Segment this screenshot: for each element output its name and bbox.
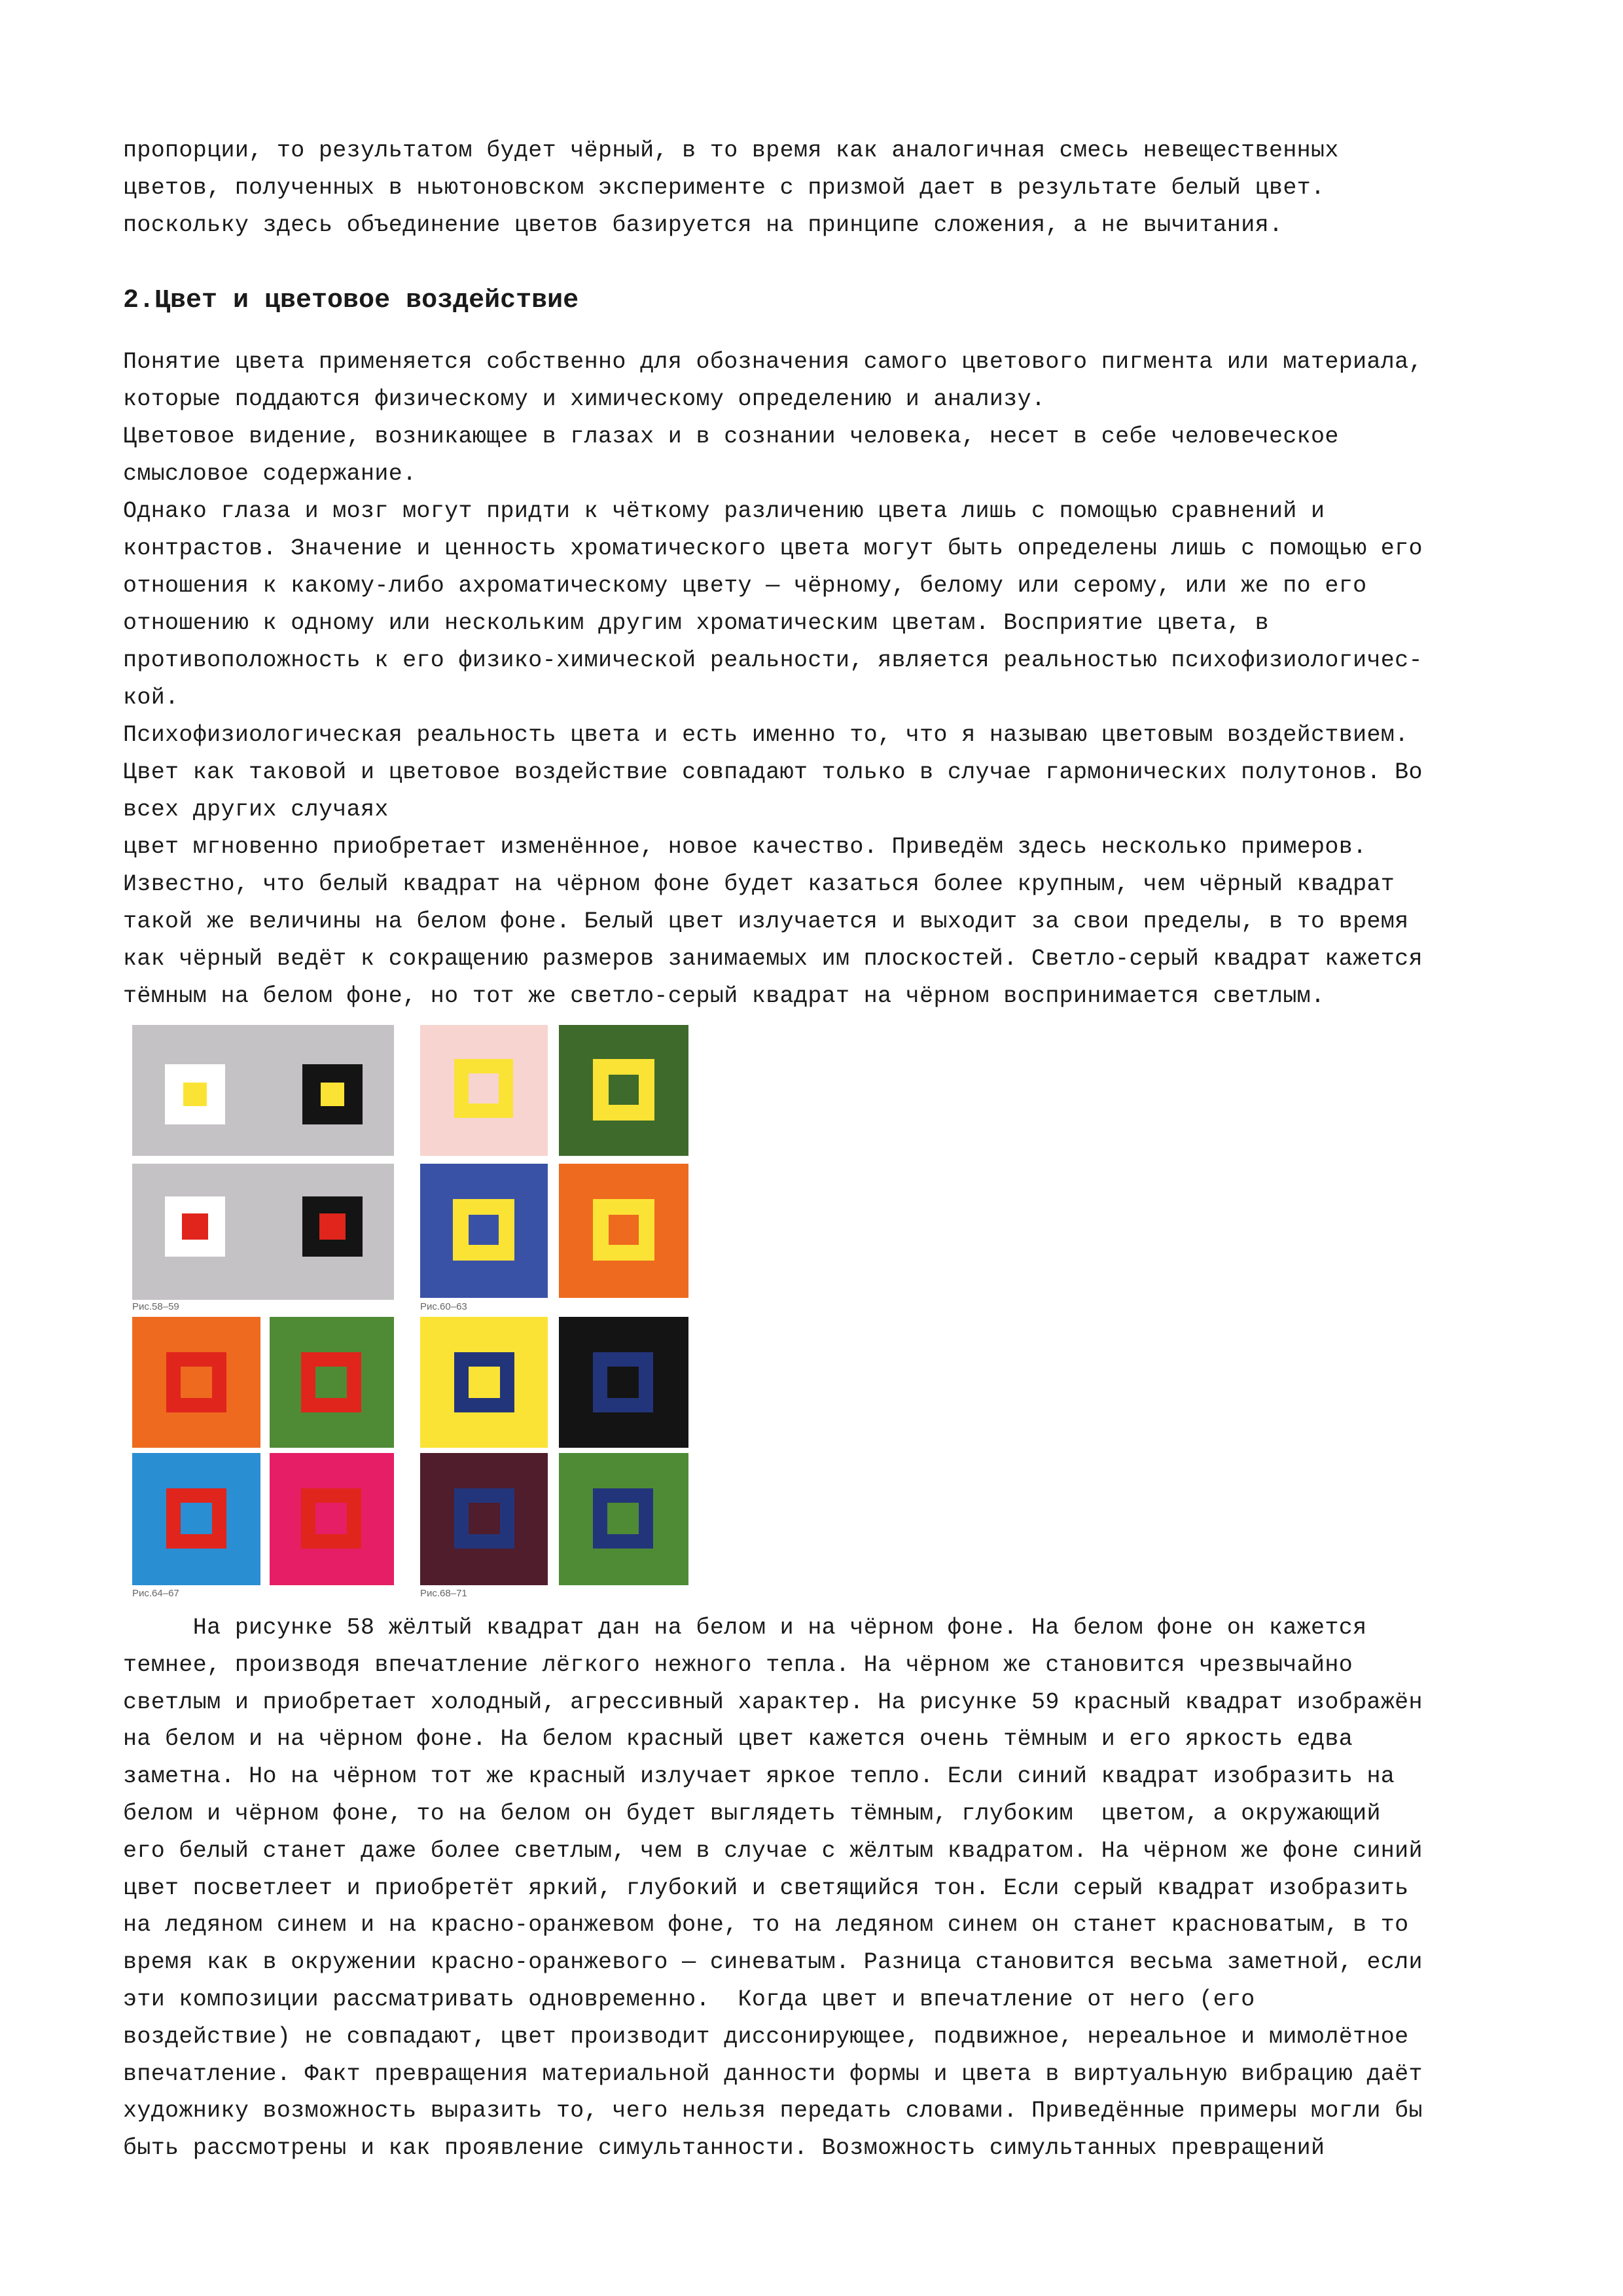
navy-frame: [593, 1352, 653, 1412]
yellow-frame: [593, 1199, 654, 1261]
orange-square: [132, 1317, 260, 1448]
text-line: воздействие) не совпадают, цвет производит диссонирующее, подвижное, нереальное и мимолётное: [123, 2023, 1409, 2050]
yellow-frame: [454, 1059, 513, 1118]
text-line: цветов, полученных в ньютоновском эксперименте с призмой дает в результате белый цвет.: [123, 175, 1325, 201]
text-line: контрастов. Значение и ценность хроматического цвета могут быть определены лишь с помощью его: [123, 535, 1423, 562]
text-line: на ледяном синем и на красно-оранжевом фоне, то на ледяном синем он станет красноватым, в то: [123, 1912, 1409, 1939]
text-line: которые поддаются физическому и химическому определению и анализу.: [123, 386, 1046, 412]
text-line: белом и чёрном фоне, то на белом он будет выглядеть тёмным, глубоким цветом, а окружающий: [123, 1801, 1381, 1827]
red-frame: [301, 1352, 361, 1412]
pink-center: [469, 1073, 499, 1103]
red-frame: [301, 1488, 361, 1549]
green-center: [607, 1503, 639, 1534]
darkgreen-center: [609, 1075, 639, 1105]
navy-frame: [593, 1488, 653, 1549]
text-line: Психофизиологическая реальность цвета и есть именно то, что я называю цветовым воздействием.: [123, 722, 1409, 748]
skyblue-center: [181, 1503, 212, 1534]
green-center: [315, 1367, 347, 1398]
text-line: на белом и на чёрном фоне. На белом красный цвет кажется очень тёмным и его яркость едва: [123, 1726, 1353, 1753]
figure-panel-60-63: [420, 1025, 688, 1300]
text-line: Понятие цвета применяется собственно для обозначения самого цветового пигмента или материала,: [123, 349, 1423, 375]
red-frame: [166, 1488, 226, 1549]
text-line: заметна. Но на чёрном тот же красный излучает яркое тепло. Если синий квадрат изобразить на: [123, 1763, 1395, 1790]
yellow-inner-square: [321, 1083, 344, 1106]
maroon-center: [469, 1503, 500, 1534]
text-line: Цветовое видение, возникающее в глазах и в сознании человека, несет в себе человеческое: [123, 423, 1339, 450]
figure-panel-68-71: [420, 1317, 688, 1585]
pink-square: [420, 1025, 548, 1156]
figure-caption: Рис.68–71: [420, 1588, 467, 1599]
text-line: эти композиции рассматривать одновременно. Когда цвет и впечатление от него (его: [123, 1986, 1255, 2013]
yellow-frame: [453, 1199, 514, 1261]
text-line: цвет мгновенно приобретает изменённое, новое качество. Приведём здесь несколько примеров.: [123, 834, 1367, 860]
black-square: [302, 1196, 363, 1257]
yellow-frame: [593, 1059, 654, 1121]
yellow-square: [420, 1317, 548, 1448]
text-line: впечатление. Факт превращения материальной данности формы и цвета в виртуальную вибрацию даёт: [123, 2060, 1423, 2087]
text-line: кой.: [123, 685, 179, 711]
blue-square: [420, 1164, 548, 1298]
text-line: смысловое содержание.: [123, 461, 417, 487]
navy-frame: [454, 1352, 514, 1412]
section-heading: 2.Цвет и цветовое воздействие: [123, 286, 579, 315]
figure-caption: Рис.64–67: [132, 1588, 179, 1599]
orange-square: [559, 1164, 688, 1298]
black-center: [607, 1367, 639, 1398]
text-line: такой же величины на белом фоне. Белый цвет излучается и выходит за свои пределы, в то время: [123, 908, 1409, 935]
text-line: всех других случаях: [123, 797, 389, 823]
yellow-inner-square: [183, 1083, 207, 1106]
text-line: Цвет как таковой и цветовое воздействие совпадают только в случае гармонических полутонов. Во: [123, 759, 1423, 785]
text-line: Известно, что белый квадрат на чёрном фоне будет казаться более крупным, чем чёрный квадрат: [123, 871, 1395, 897]
text-line: тёмным на белом фоне, но тот же светло-серый квадрат на чёрном воспринимается светлым.: [123, 983, 1325, 1009]
white-square: [165, 1064, 225, 1124]
red-inner-square: [319, 1213, 346, 1240]
magenta-square: [270, 1453, 394, 1585]
blue-center: [469, 1215, 499, 1245]
darkgreen-square: [559, 1025, 688, 1156]
text-line: время как в окружении красно-оранжевого — синеватым. Разница становится весьма заметной, если: [123, 1949, 1423, 1976]
text-line: На рисунке 58 жёлтый квадрат дан на белом и на чёрном фоне. На белом фоне он кажется: [123, 1615, 1367, 1641]
color-figure: [132, 1025, 688, 1601]
black-square: [302, 1064, 363, 1124]
text-line: отношению к одному или нескольким другим хроматическим цветам. Восприятие цвета, в: [123, 610, 1269, 636]
black-square: [559, 1317, 688, 1448]
text-line: как чёрный ведёт к сокращению размеров занимаемых им плоскостей. Светло-серый квадрат кажется: [123, 946, 1423, 972]
orange-center: [609, 1215, 639, 1245]
red-inner-square: [182, 1213, 208, 1240]
maroon-square: [420, 1453, 548, 1585]
text-line: поскольку здесь объединение цветов базируется на принципе сложения, а не вычитания.: [123, 212, 1283, 238]
magenta-center: [315, 1503, 347, 1534]
text-line: темнее, производя впечатление лёгкого нежного тепла. На чёрном же становится чрезвычайно: [123, 1651, 1353, 1678]
text-line: Однако глаза и мозг могут придти к чёткому различению цвета лишь с помощью сравнений и: [123, 498, 1325, 524]
green-square: [270, 1317, 394, 1448]
text-line: его белый станет даже более светлым, чем в случае с жёлтым квадратом. На чёрном же фоне синий: [123, 1837, 1423, 1864]
skyblue-square: [132, 1453, 260, 1585]
figure-caption: Рис.60–63: [420, 1301, 467, 1312]
panel-divider: [132, 1156, 394, 1164]
text-line: отношения к какому-либо ахроматическому цвету — чёрному, белому или серому, или же по его: [123, 573, 1367, 599]
red-frame: [166, 1352, 226, 1412]
navy-frame: [454, 1488, 514, 1549]
yellow-center: [469, 1367, 500, 1398]
text-line: художнику возможность выразить то, чего нельзя передать словами. Приведённые примеры могли бы: [123, 2098, 1423, 2125]
figure-panel-64-67: [132, 1317, 394, 1585]
figure-panel-58-59: [132, 1025, 394, 1300]
orange-center: [181, 1367, 212, 1398]
text-line: быть рассмотрены и как проявление симультанности. Возможность симультанных превращений: [123, 2135, 1325, 2162]
green-square: [559, 1453, 688, 1585]
white-square: [165, 1196, 225, 1257]
text-line: светлым и приобретает холодный, агрессивный характер. На рисунке 59 красный квадрат изображён: [123, 1689, 1423, 1715]
text-line: пропорции, то результатом будет чёрный, в то время как аналогичная смесь невещественных: [123, 137, 1339, 164]
text-line: противоположность к его физико-химической реальности, является реальностью психофизиологичес-: [123, 647, 1423, 673]
text-line: цвет посветлеет и приобретёт яркий, глубокий и светящийся тон. Если серый квадрат изобразить: [123, 1874, 1409, 1901]
figure-caption: Рис.58–59: [132, 1301, 179, 1312]
